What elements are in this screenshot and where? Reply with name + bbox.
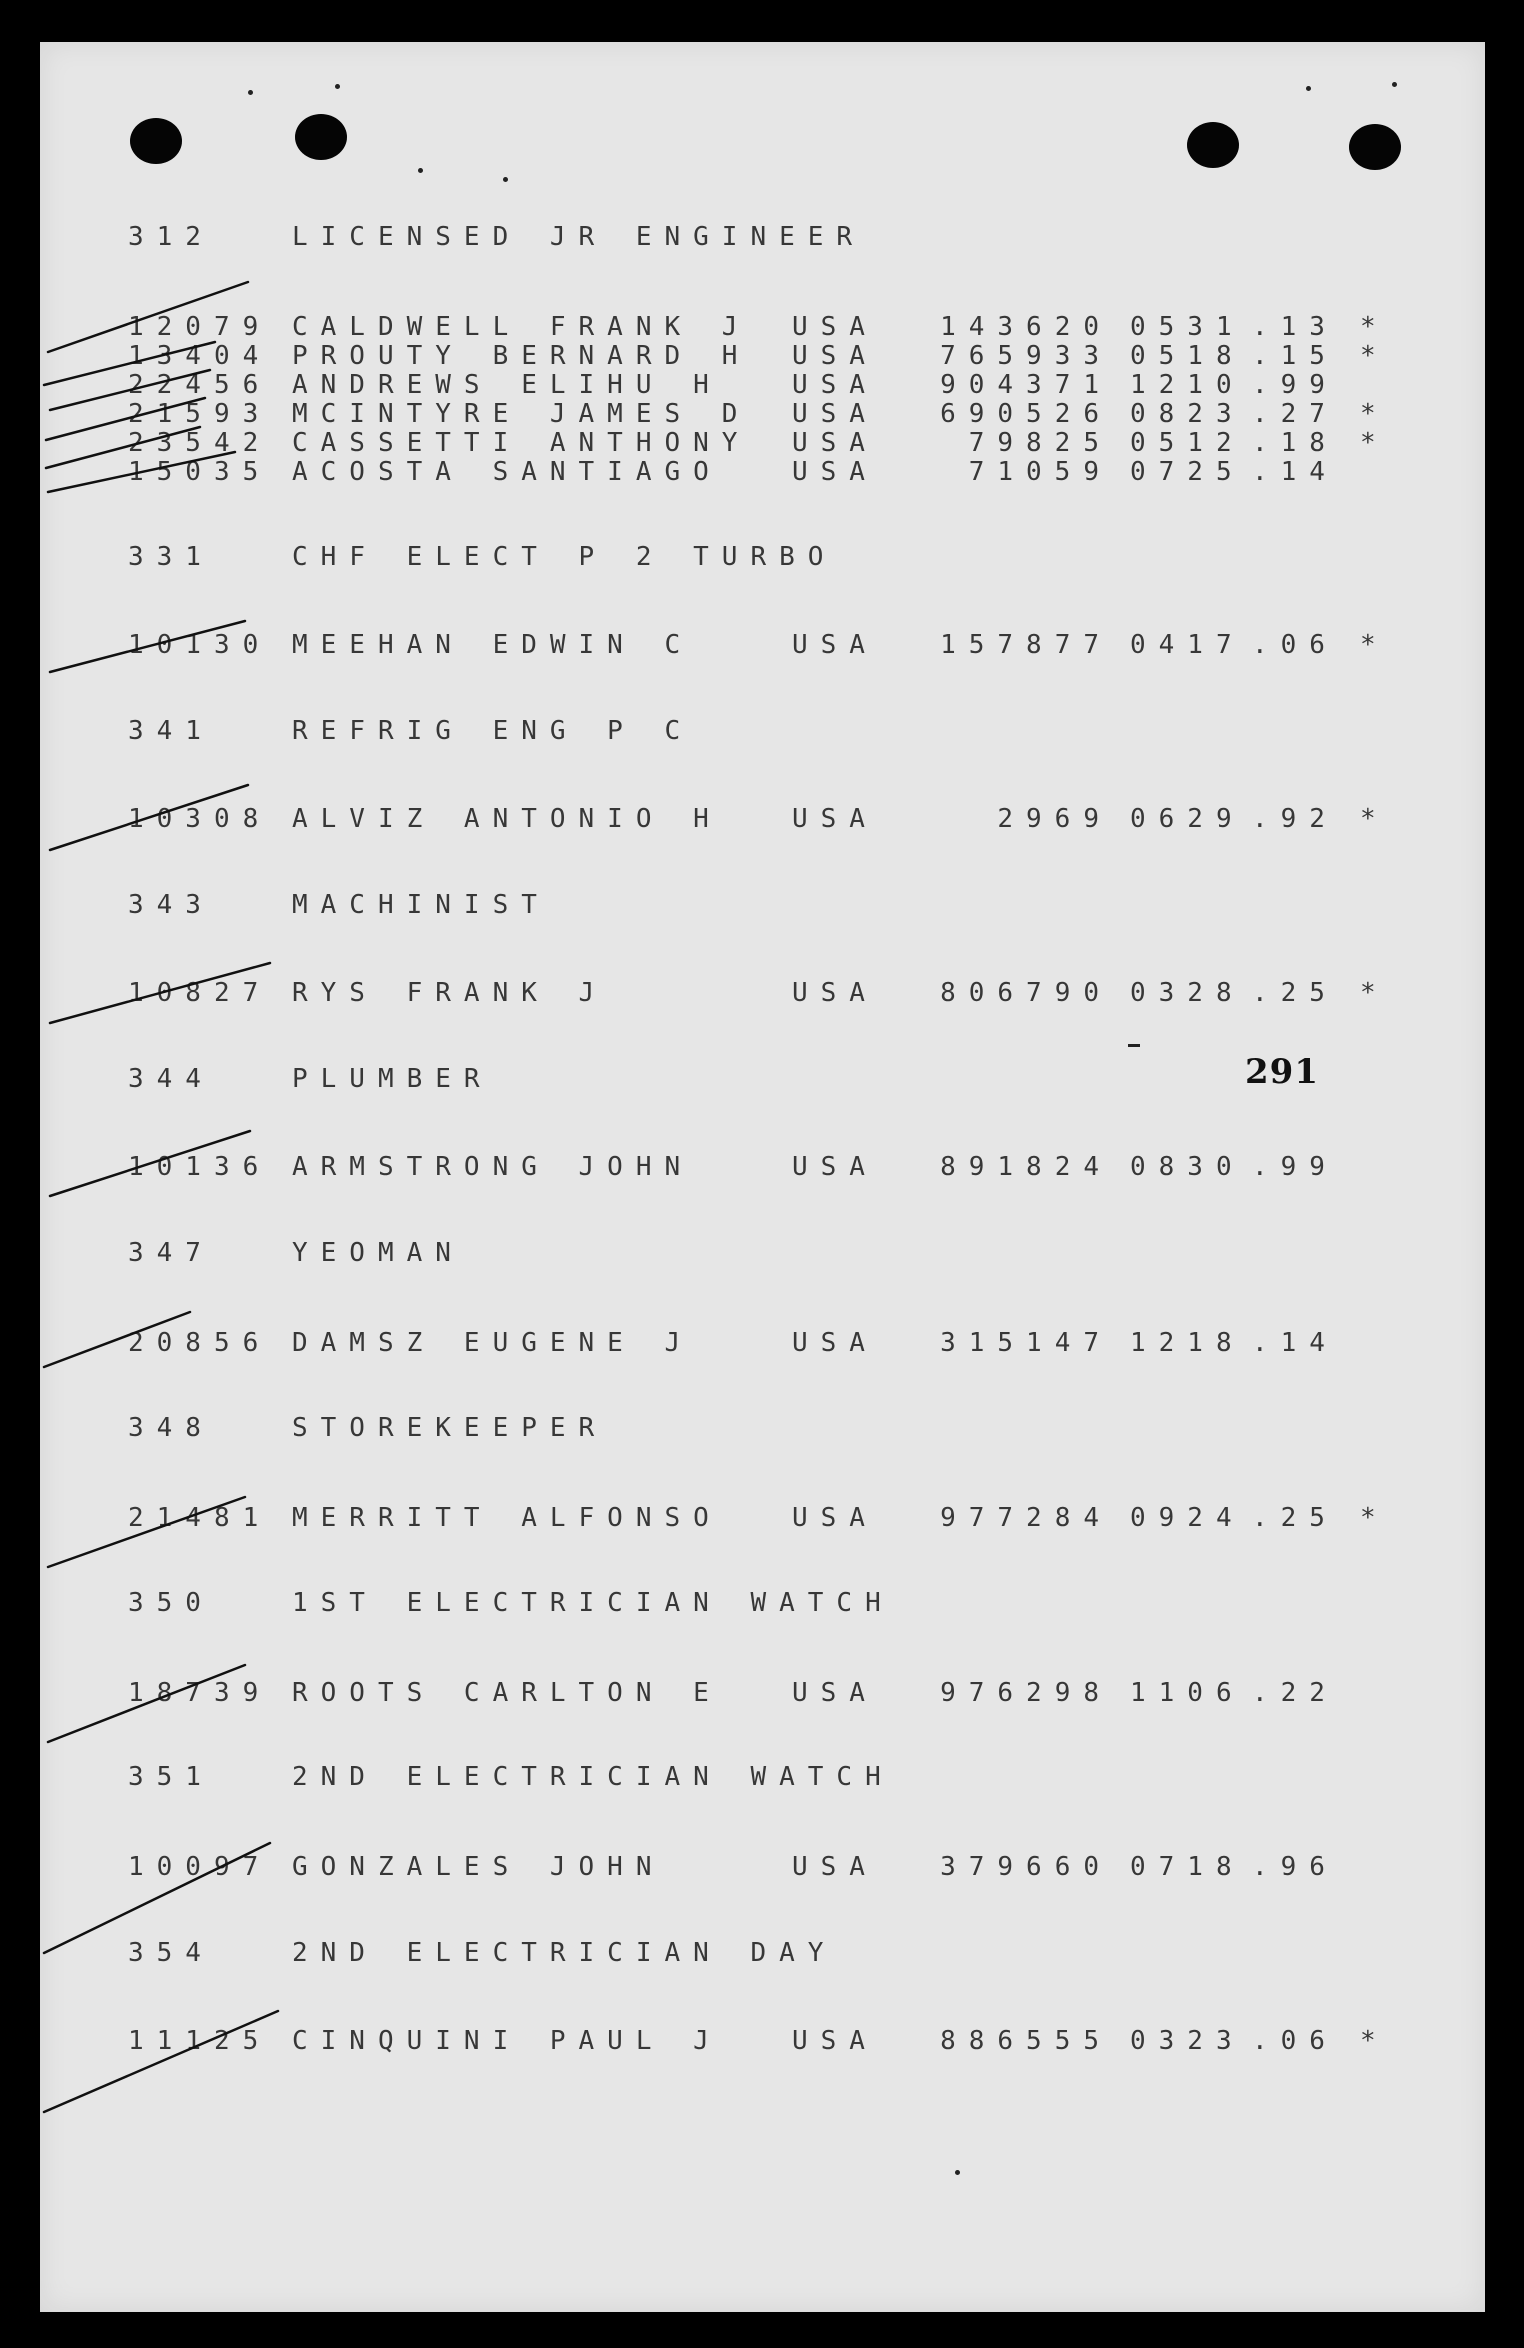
section-code: 348 xyxy=(128,1413,214,1443)
decimal-value: .25 xyxy=(1252,1503,1338,1533)
section-title: MACHINIST xyxy=(292,890,550,920)
section-code: 344 xyxy=(128,1064,214,1094)
seaman-name: ACOSTA SANTIAGO xyxy=(292,457,722,487)
seaman-number: 23542 xyxy=(128,428,272,458)
decimal-value: .13 xyxy=(1252,312,1338,342)
certificate-number: 2969 xyxy=(997,804,1112,834)
section-code: 354 xyxy=(128,1938,214,1968)
certificate-number: 886555 xyxy=(940,2026,1112,2056)
date-code: 0328 xyxy=(1130,978,1245,1008)
dust-speck xyxy=(248,90,253,95)
decimal-value: .99 xyxy=(1252,1152,1338,1182)
section-code: 350 xyxy=(128,1588,214,1618)
section-title: CHF ELECT P 2 TURBO xyxy=(292,542,837,572)
seaman-number: 21481 xyxy=(128,1503,272,1533)
punch-hole xyxy=(1349,124,1401,170)
seaman-number: 18739 xyxy=(128,1678,272,1708)
nationality: USA xyxy=(792,804,878,834)
date-code: 0924 xyxy=(1130,1503,1245,1533)
decimal-value: .99 xyxy=(1252,370,1338,400)
nationality: USA xyxy=(792,341,878,371)
seaman-name: ALVIZ ANTONIO H xyxy=(292,804,722,834)
seaman-name: DAMSZ EUGENE J xyxy=(292,1328,694,1358)
date-code: 0629 xyxy=(1130,804,1245,834)
section-title: STOREKEEPER xyxy=(292,1413,608,1443)
nationality: USA xyxy=(792,1328,878,1358)
decimal-value: .18 xyxy=(1252,428,1338,458)
punch-hole xyxy=(1187,122,1239,168)
nationality: USA xyxy=(792,312,878,342)
asterisk-mark: * xyxy=(1360,399,1389,429)
seaman-number: 10130 xyxy=(128,630,272,660)
nationality: USA xyxy=(792,978,878,1008)
dust-speck xyxy=(955,2170,960,2175)
decimal-value: .14 xyxy=(1252,1328,1338,1358)
section-code: 331 xyxy=(128,542,214,572)
certificate-number: 977284 xyxy=(940,1503,1112,1533)
dust-speck xyxy=(503,177,508,182)
asterisk-mark: * xyxy=(1360,428,1389,458)
section-title: LICENSED JR ENGINEER xyxy=(292,222,866,252)
date-code: 1218 xyxy=(1130,1328,1245,1358)
date-code: 0417 xyxy=(1130,630,1245,660)
decimal-value: .96 xyxy=(1252,1852,1338,1882)
certificate-number: 315147 xyxy=(940,1328,1112,1358)
certificate-number: 79825 xyxy=(968,428,1112,458)
date-code: 0830 xyxy=(1130,1152,1245,1182)
punch-hole xyxy=(295,114,347,160)
certificate-number: 690526 xyxy=(940,399,1112,429)
asterisk-mark: * xyxy=(1360,312,1389,342)
date-code: 1106 xyxy=(1130,1678,1245,1708)
nationality: USA xyxy=(792,2026,878,2056)
certificate-number: 765933 xyxy=(940,341,1112,371)
certificate-number: 976298 xyxy=(940,1678,1112,1708)
seaman-number: 15035 xyxy=(128,457,272,487)
nationality: USA xyxy=(792,399,878,429)
seaman-name: PROUTY BERNARD H xyxy=(292,341,751,371)
seaman-name: MERRITT ALFONSO xyxy=(292,1503,722,1533)
seaman-name: CINQUINI PAUL J xyxy=(292,2026,722,2056)
section-code: 343 xyxy=(128,890,214,920)
section-title: 2ND ELECTRICIAN DAY xyxy=(292,1938,837,1968)
decimal-value: .92 xyxy=(1252,804,1338,834)
seaman-name: RYS FRANK J xyxy=(292,978,608,1008)
date-code: 0512 xyxy=(1130,428,1245,458)
nationality: USA xyxy=(792,1152,878,1182)
certificate-number: 143620 xyxy=(940,312,1112,342)
dust-speck xyxy=(335,84,340,89)
seaman-name: CALDWELL FRANK J xyxy=(292,312,751,342)
dust-speck xyxy=(418,168,423,173)
certificate-number: 806790 xyxy=(940,978,1112,1008)
asterisk-mark: * xyxy=(1360,1503,1389,1533)
punch-hole xyxy=(130,118,182,164)
section-code: 312 xyxy=(128,222,214,252)
date-code: 0725 xyxy=(1130,457,1245,487)
nationality: USA xyxy=(792,457,878,487)
nationality: USA xyxy=(792,1678,878,1708)
decimal-value: .27 xyxy=(1252,399,1338,429)
certificate-number: 71059 xyxy=(968,457,1112,487)
seaman-name: MEEHAN EDWIN C xyxy=(292,630,694,660)
date-code: 0518 xyxy=(1130,341,1245,371)
seaman-number: 10308 xyxy=(128,804,272,834)
seaman-number: 10136 xyxy=(128,1152,272,1182)
decimal-value: .06 xyxy=(1252,630,1338,660)
certificate-number: 904371 xyxy=(940,370,1112,400)
nationality: USA xyxy=(792,428,878,458)
date-code: 0718 xyxy=(1130,1852,1245,1882)
seaman-number: 10097 xyxy=(128,1852,272,1882)
seaman-name: ARMSTRONG JOHN xyxy=(292,1152,694,1182)
dust-speck xyxy=(1306,86,1311,91)
seaman-number: 12079 xyxy=(128,312,272,342)
section-title: REFRIG ENG P C xyxy=(292,716,694,746)
asterisk-mark: * xyxy=(1360,341,1389,371)
dust-speck xyxy=(1392,82,1397,87)
section-code: 341 xyxy=(128,716,214,746)
certificate-number: 891824 xyxy=(940,1152,1112,1182)
seaman-name: ROOTS CARLTON E xyxy=(292,1678,722,1708)
section-code: 351 xyxy=(128,1762,214,1792)
decimal-value: .22 xyxy=(1252,1678,1338,1708)
certificate-number: 379660 xyxy=(940,1852,1112,1882)
page-number: 291 xyxy=(1245,1052,1319,1092)
seaman-number: 10827 xyxy=(128,978,272,1008)
asterisk-mark: * xyxy=(1360,2026,1389,2056)
seaman-name: CASSETTI ANTHONY xyxy=(292,428,751,458)
seaman-number: 11125 xyxy=(128,2026,272,2056)
nationality: USA xyxy=(792,1852,878,1882)
decimal-value: .15 xyxy=(1252,341,1338,371)
nationality: USA xyxy=(792,630,878,660)
seaman-number: 21593 xyxy=(128,399,272,429)
date-code: 0823 xyxy=(1130,399,1245,429)
date-code: 0531 xyxy=(1130,312,1245,342)
date-code: 0323 xyxy=(1130,2026,1245,2056)
seaman-name: MCINTYRE JAMES D xyxy=(292,399,751,429)
nationality: USA xyxy=(792,370,878,400)
seaman-number: 13404 xyxy=(128,341,272,371)
decimal-value: .14 xyxy=(1252,457,1338,487)
nationality: USA xyxy=(792,1503,878,1533)
date-code: 1210 xyxy=(1130,370,1245,400)
section-title: 2ND ELECTRICIAN WATCH xyxy=(292,1762,894,1792)
decimal-value: .06 xyxy=(1252,2026,1338,2056)
decimal-value: .25 xyxy=(1252,978,1338,1008)
dash-mark xyxy=(1128,1044,1140,1047)
asterisk-mark: * xyxy=(1360,978,1389,1008)
seaman-number: 22456 xyxy=(128,370,272,400)
section-title: PLUMBER xyxy=(292,1064,493,1094)
section-title: 1ST ELECTRICIAN WATCH xyxy=(292,1588,894,1618)
asterisk-mark: * xyxy=(1360,804,1389,834)
seaman-name: ANDREWS ELIHU H xyxy=(292,370,722,400)
section-code: 347 xyxy=(128,1238,214,1268)
certificate-number: 157877 xyxy=(940,630,1112,660)
seaman-number: 20856 xyxy=(128,1328,272,1358)
section-title: YEOMAN xyxy=(292,1238,464,1268)
seaman-name: GONZALES JOHN xyxy=(292,1852,665,1882)
asterisk-mark: * xyxy=(1360,630,1389,660)
